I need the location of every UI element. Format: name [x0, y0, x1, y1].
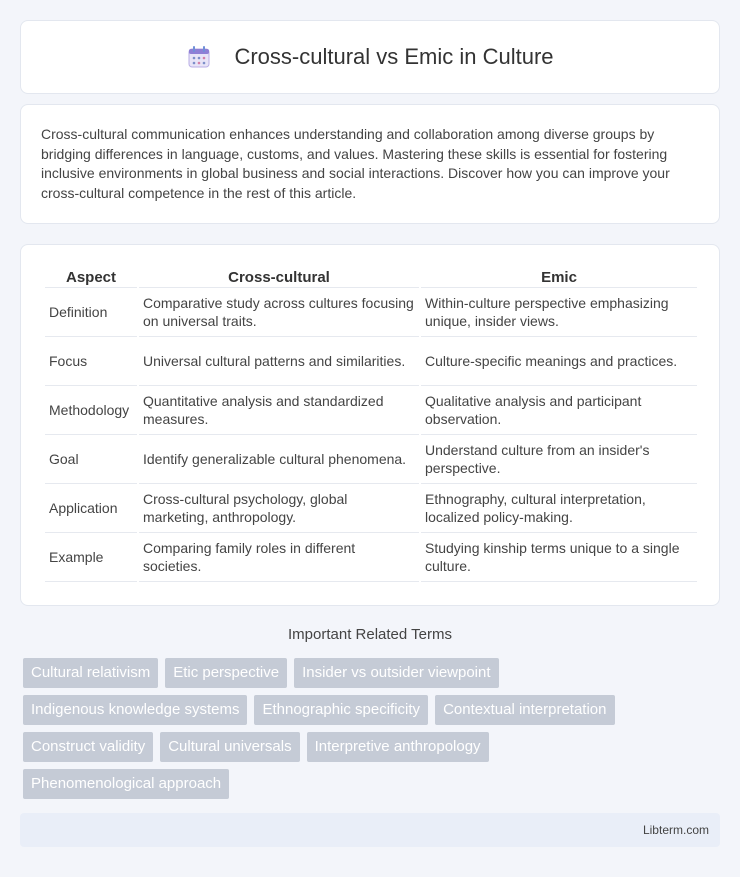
emic-cell: Culture-specific meanings and practices. [421, 337, 697, 386]
comparison-table [43, 266, 699, 582]
related-term-tag[interactable]: Ethnographic specificity [254, 695, 428, 725]
aspect-cell: Application [45, 484, 137, 533]
aspect-cell: Goal [45, 435, 137, 484]
footer-link[interactable]: Libterm.com [642, 823, 709, 837]
page-title: Cross-cultural vs Emic in Culture [234, 44, 554, 69]
related-term-tag[interactable]: Indigenous knowledge systems [23, 695, 247, 725]
aspect-cell: Methodology [45, 386, 137, 435]
related-term-tag[interactable]: Insider vs outsider viewpoint [294, 658, 498, 688]
header-card [20, 20, 720, 94]
related-terms-list [23, 658, 723, 806]
related-term-tag[interactable]: Cultural relativism [23, 658, 158, 688]
table-row [45, 386, 697, 435]
header-emic: Emic [421, 266, 697, 288]
table-row [45, 484, 697, 533]
cross-cultural-cell: Cross-cultural psychology, global marketing, anthropology. [139, 484, 419, 533]
cross-cultural-cell: Quantitative analysis and standardized measures. [139, 386, 419, 435]
header-aspect: Aspect [45, 266, 137, 288]
emic-cell: Within-culture perspective emphasizing unique, insider views. [421, 288, 697, 337]
table-header-row [45, 266, 697, 288]
related-term-tag[interactable]: Cultural universals [160, 732, 299, 762]
footer [20, 813, 720, 847]
related-term-tag[interactable]: Phenomenological approach [23, 769, 229, 799]
related-terms-title: Important Related Terms [288, 626, 452, 643]
cross-cultural-cell: Identify generalizable cultural phenomena. [139, 435, 419, 484]
table-row [45, 435, 697, 484]
calendar-icon [186, 44, 212, 70]
cross-cultural-cell: Comparing family roles in different societies. [139, 533, 419, 582]
aspect-cell: Example [45, 533, 137, 582]
table-row [45, 288, 697, 337]
tag-row [23, 732, 723, 762]
related-term-tag[interactable]: Interpretive anthropology [307, 732, 489, 762]
intro-text: Cross-cultural communication enhances understanding and collaboration among diverse groups by bridging differences in language, customs, and values. Mastering these skills is essential for fostering inclusive environments in global business and social interactions. Discover how you can improve your cross-cultural competence in the rest of this article. [41, 126, 670, 201]
emic-cell: Ethnography, cultural interpretation, localized policy-making. [421, 484, 697, 533]
tag-row [23, 695, 723, 725]
cross-cultural-cell: Universal cultural patterns and similarities. [139, 337, 419, 386]
related-term-tag[interactable]: Construct validity [23, 732, 153, 762]
aspect-cell: Focus [45, 337, 137, 386]
table-row [45, 337, 697, 386]
aspect-cell: Definition [45, 288, 137, 337]
related-term-tag[interactable]: Contextual interpretation [435, 695, 614, 725]
table-row [45, 533, 697, 582]
header-cross-cultural: Cross-cultural [139, 266, 419, 288]
tag-row [23, 658, 723, 688]
cross-cultural-cell: Comparative study across cultures focusing on universal traits. [139, 288, 419, 337]
comparison-card [20, 244, 720, 606]
emic-cell: Understand culture from an insider's perspective. [421, 435, 697, 484]
intro-card [20, 104, 720, 224]
emic-cell: Studying kinship terms unique to a single culture. [421, 533, 697, 582]
tag-row [23, 769, 723, 799]
related-term-tag[interactable]: Etic perspective [165, 658, 287, 688]
emic-cell: Qualitative analysis and participant observation. [421, 386, 697, 435]
